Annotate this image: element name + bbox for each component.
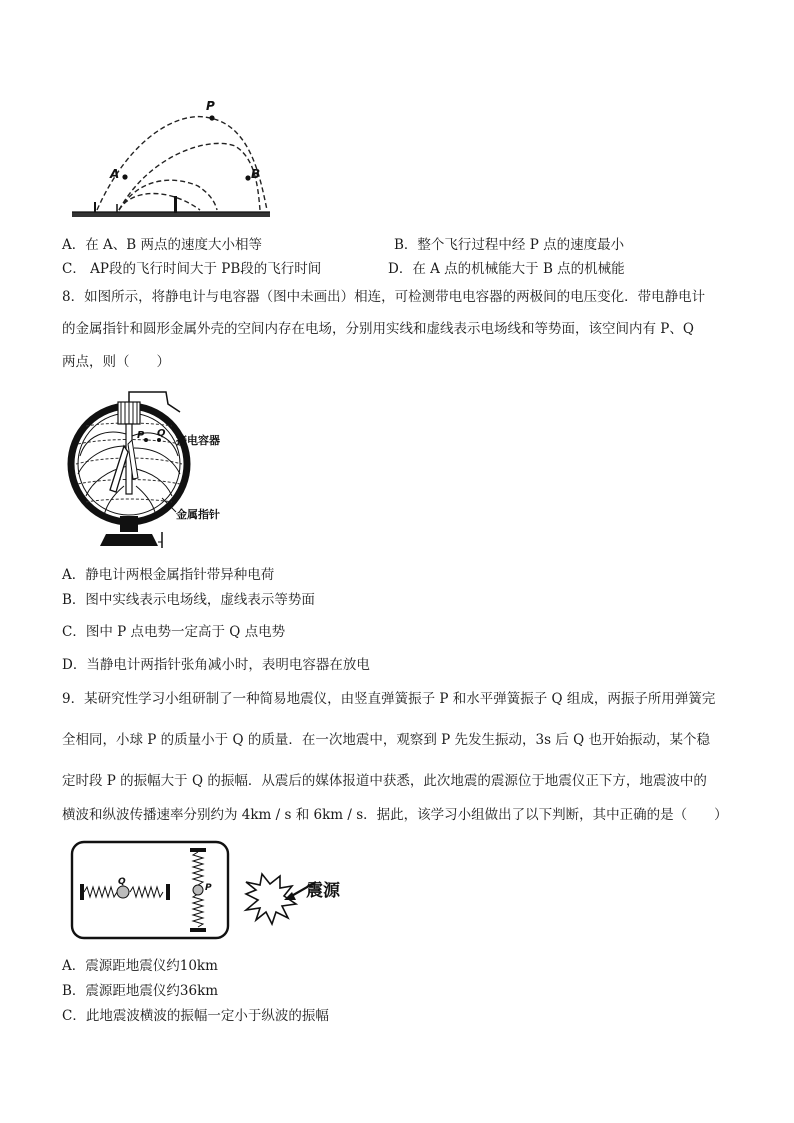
label-P: P — [137, 430, 145, 441]
q8-stem-line-3: 两点，则（ ） — [62, 354, 170, 370]
label-epicenter: 震源 — [306, 881, 340, 901]
q7-option-a: A．在 A、B 两点的速度大小相等 — [62, 237, 263, 253]
q9-stem-line-3: 定时段 P 的振幅大于 Q 的振幅．从震后的媒体报道中获悉，此次地震的震源位于地震仪正下方，地震波中的 — [62, 773, 707, 789]
label-P: P — [205, 883, 212, 893]
ground-strip — [72, 212, 270, 217]
obstacle-post — [174, 196, 177, 213]
trajectory-mid — [119, 143, 260, 210]
label-Q: Q — [118, 877, 126, 887]
q9-option-c: C．此地震波横波的振幅一定小于纵波的振幅 — [62, 1008, 329, 1024]
q9-stem-line-1: 9．某研究性学习小组研制了一种简易地震仪，由竖直弹簧振子 P 和水平弹簧振子 Q 组成，两振子所用弹簧完 — [62, 691, 716, 707]
point-P — [209, 115, 214, 120]
label-Q: Q — [157, 428, 166, 439]
q7-option-c: C． AP段的飞行时间大于 PB段的飞行时间 — [62, 261, 322, 277]
q9-stem-line-2: 全相同，小球 P 的质量小于 Q 的质量．在一次地震中，观察到 P 先发生振动，3s 后 Q 也开始振动，某个稳 — [62, 732, 710, 748]
q9-option-a: A．震源距地震仪约10km — [62, 958, 218, 974]
q7-option-d: D．在 A 点的机械能大于 B 点的机械能 — [388, 261, 625, 277]
q8-option-d: D．当静电计两指针张角减小时，表明电容器在放电 — [62, 657, 370, 673]
electroscope-base-neck — [120, 516, 138, 532]
q8-option-c: C．图中 P 点电势一定高于 Q 点电势 — [62, 624, 286, 640]
label-A: A — [110, 167, 120, 181]
electroscope-base — [100, 534, 158, 546]
point-A — [122, 174, 127, 179]
ball-Q — [117, 886, 129, 898]
label-B: B — [251, 167, 261, 181]
q8-stem-line-1: 8．如图所示，将静电计与电容器（图中未画出）相连，可检测带电电容器的两极间的电压变化．带电静电计 — [62, 289, 706, 305]
metal-needle — [110, 446, 128, 492]
trajectory-low — [119, 180, 217, 210]
q8-option-b: B．图中实线表示电场线，虚线表示等势面 — [62, 592, 315, 608]
label-capacitor: 接电容器 — [176, 434, 220, 447]
seismometer-figure — [70, 840, 360, 944]
q9-option-b: B．震源距地震仪约36km — [62, 983, 219, 999]
label-P: P — [206, 99, 215, 113]
electroscope-figure — [66, 386, 236, 552]
trajectory-figure — [70, 96, 280, 222]
q8-option-a: A．静电计两根金属指针带异种电荷 — [62, 567, 275, 583]
point-P — [144, 438, 148, 442]
label-needle: 金属指针 — [176, 508, 220, 521]
q8-stem-line-2: 的金属指针和圆形金属外壳的空间内存在电场，分别用实线和虚线表示电场线和等势面，该空间内有 P、Q — [62, 321, 694, 337]
q9-stem-line-4: 横波和纵波传播速率分别约为 4km / s 和 6km / s．据此，该学习小组做出了以下判断，其中正确的是（ ） — [62, 807, 728, 823]
q7-option-b: B．整个飞行过程中经 P 点的速度最小 — [394, 237, 625, 253]
trajectory-high — [97, 117, 267, 210]
point-B — [245, 175, 250, 180]
ball-P — [193, 885, 203, 895]
